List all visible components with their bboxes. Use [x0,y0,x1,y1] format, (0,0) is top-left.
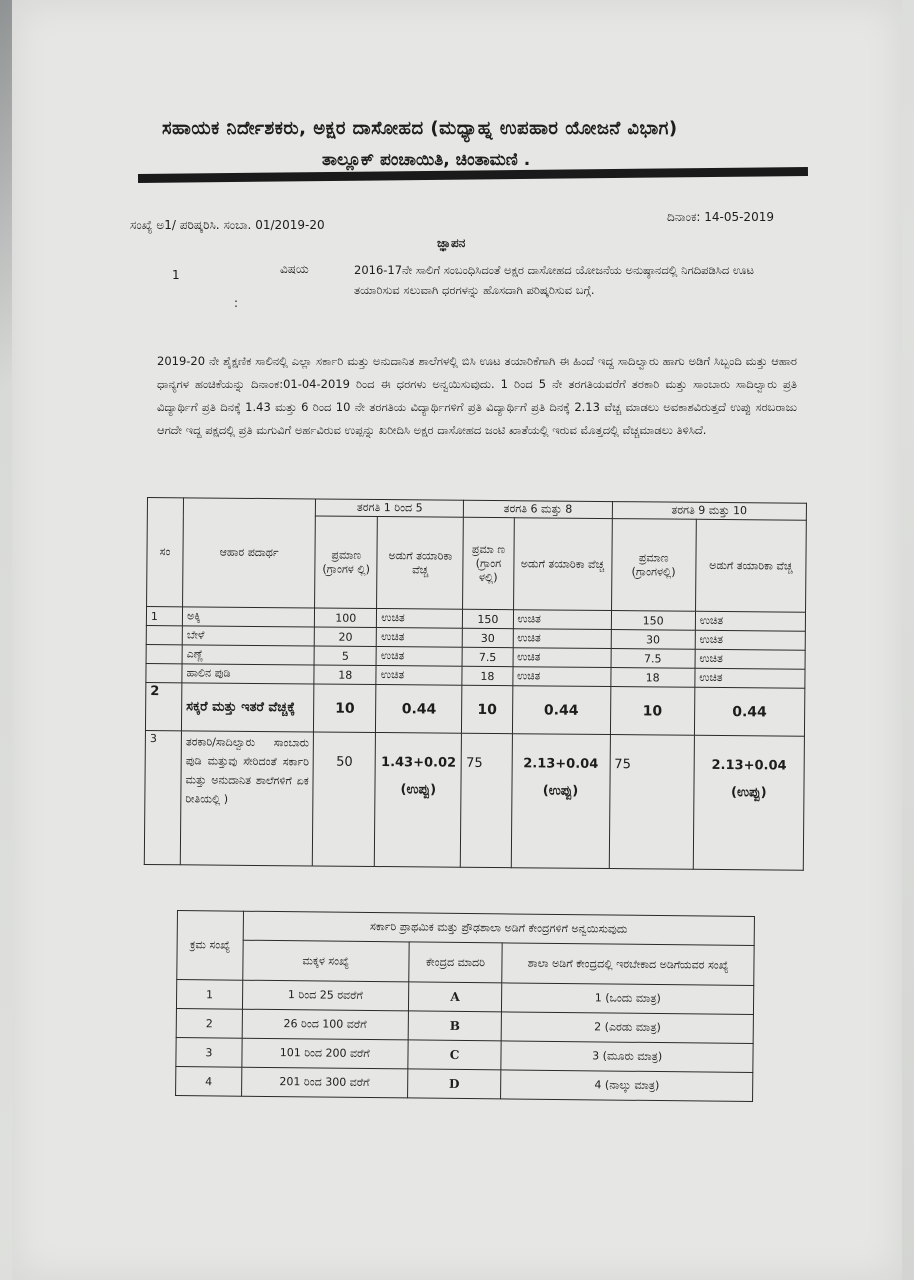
cost-note: (ಉಪ್ಪು) [542,783,579,799]
header-class-1-5: ತರಗತಿ 1 ರಿಂದ 5 [316,499,464,517]
row-sl-empty [146,644,182,663]
row-sl: 3 [176,1037,242,1067]
row-sl-empty [146,663,182,682]
cost-cell: 0.44 [376,685,463,734]
center-model: A [408,982,502,1012]
cost-cell: ಉಚಿತ [695,630,805,650]
cook-count: 3 (ಮೂರು ಮಾತ್ರ) [501,1041,753,1073]
header-sl: ಕ್ರಮ ಸಂಖ್ಯೆ [177,911,244,981]
quantity-cell: 10 [314,684,377,733]
document-date: ದಿನಾಂಕ: 14-05-2019 [667,210,774,224]
header-cooks: ಶಾಲಾ ಅಡಿಗೆ ಕೇಂದ್ರದಲ್ಲಿ ಇರಬೇಕಾದ ಅಡಿಗೆಯವರ ಸಂಖ್ಯೆ [502,943,754,986]
children-range: 101 ರಿಂದ 200 ವರೆಗೆ [242,1038,408,1069]
cost-cell: ಉಚಿತ [695,668,805,688]
quantity-cell: 18 [462,666,512,685]
margin-mark: 1 [172,268,180,282]
cost-cell: 0.44 [694,687,805,736]
notice-title: ಜ್ಞಾಪನ [437,236,466,250]
header-sl: ಸಂ [147,498,184,607]
center-model: C [407,1040,501,1070]
cook-staff-table [175,910,755,1102]
row-sl-empty [146,625,182,644]
cost-cell: ಉಚಿತ [377,628,463,648]
center-model: D [407,1069,501,1099]
food-item: ಅಕ್ಕಿ [182,607,314,627]
allocation-table [144,497,807,871]
row-sl: 3 [144,730,181,864]
margin-mark: : [234,296,239,310]
header-cost: ಅಡುಗೆ ತಯಾರಿಕಾ ವೆಚ್ಚ [513,518,612,611]
header-class-6-8: ತರಗತಿ 6 ಮತ್ತು 8 [464,500,612,518]
cost-cell: ಉಚಿತ [695,649,805,669]
food-item: ಬೇಳೆ [182,626,314,646]
quantity-cell: 150 [463,609,513,628]
cost-value: 2.13+0.04 [711,757,787,774]
table-row [145,682,804,736]
cost-cell: ಉಚಿತ [377,609,463,629]
cost-cell: ಉಚಿತ [512,667,610,687]
cost-cell: ಉಚಿತ [695,611,805,631]
cook-count: 1 (ಒಂದು ಮಾತ್ರ) [502,983,754,1015]
table-row [144,730,804,870]
body-paragraph: 2019-20 ನೇ ಶೈಕ್ಷಣಿಕ ಸಾಲಿನಲ್ಲಿ ಎಲ್ಲಾ ಸರ್ಕಾರಿ ಮತ್ತು ಅನುದಾನಿತ ಶಾಲೆಗಳಲ್ಲಿ ಬಿಸಿ ಊಟ ತಯಾರಿಕೆಗಾಗಿ ಈ ಹಿಂದೆ ಇದ್ದ ಸಾದಿಲ್ವಾರು ಹಾಗು ಅಡಿಗೆ ಸಿಬ್ಬಂದಿ ಮತ್ತು ಆಹಾರ ಧಾನ್ಯಗಳ ಹಂಚಿಕೆಯನ್ನು ದಿನಾಂಕ:01-04-2019 ರಿಂದ ಈ ಧರಗಳು ಅನ್ವಯಿಸುವುದು. 1 ರಿಂದ 5 ನೇ ತರಗತಿಯವರೆಗೆ ತರಕಾರಿ ಮತ್ತು ಸಾಂಬಾರು ಸಾದಿಲ್ವಾರು ಪ್ರತಿ ವಿದ್ಯಾರ್ಥಿಗೆ ಪ್ರತಿ ದಿನಕ್ಕೆ 1.43 ಮತ್ತು 6 ರಿಂದ 10 ನೇ ತರಗತಿಯ ವಿದ್ಯಾರ್ಥಿಗಳಿಗೆ ಪ್ರತಿ ವಿದ್ಯಾರ್ಥಿಗೆ ಪ್ರತಿ ದಿನಕ್ಕೆ 2.13 ವೆಚ್ಚ ಮಾಡಲು ಅವಕಾಶವಿರುತ್ತದೆ ಉಪ್ಪು ಸರಬರಾಜು ಆಗದೇ ಇದ್ದ ಪಕ್ಷದಲ್ಲಿ ಪ್ರತಿ ಮಗುವಿಗೆ ಅರ್ಹವಿರುವ ಉಪ್ಪನ್ನು ಖರೀದಿಸಿ ಅಕ್ಷರ ದಾಸೋಹದ ಜಂಟಿ ಖಾತೆಯಲ್ಲಿ ಇರುವ ಮೊತ್ತದಲ್ಲಿ ವೆಚ್ಚಮಾಡಲು ತಿಳಿಸಿದೆ. [157,354,797,437]
cost-cell: ಉಚಿತ [513,610,611,630]
quantity-cell: 75 [609,735,694,870]
cost-cell: ಉಚಿತ [376,666,462,686]
food-item: ಸಕ್ಕರೆ ಮತ್ತು ಇತರೆ ವೆಚ್ಚಕ್ಕೆ [182,683,315,732]
office-subtitle: ತಾಲ್ಲೂಕ್ ಪಂಚಾಯಿತಿ, ಚಿಂತಾಮಣಿ . [322,150,531,170]
cook-count: 2 (ಎರಡು ಮಾತ್ರ) [502,1012,754,1044]
cost-cell: ಉಚಿತ [513,648,611,668]
cost-value: 1.43+0.02 [380,755,457,771]
center-model: B [408,1011,502,1041]
cost-value: 2.13+0.04 [523,756,599,772]
document-page [12,0,902,1280]
cost-cell: ಉಚಿತ [513,629,611,649]
quantity-cell: 7.5 [611,649,695,669]
food-item: ಹಾಲಿನ ಪುಡಿ [182,664,314,684]
quantity-cell: 18 [314,665,376,685]
subject-text: 2016-17ನೇ ಸಾಲಿಗೆ ಸಂಬಂಧಿಸಿದಂತೆ ಅಕ್ಷರ ದಾಸೋಹದ ಯೋಜನೆಯ ಅನುಷ್ಠಾನದಲ್ಲಿ ನಿಗದಿಪಡಿಸಿದ ಊಟ ತಯಾರಿಸುವ ಸಲುವಾಗಿ ಧರಗಳನ್ನು ಹೊಸದಾಗಿ ಪರಿಷ್ಕರಿಸುವ ಬಗ್ಗೆ. [354,263,754,297]
children-range: 1 ರಿಂದ 25 ರವರೆಗೆ [242,980,408,1011]
quantity-cell: 150 [611,611,695,631]
quantity-cell: 10 [610,687,695,736]
header-quantity: ಪ್ರಮಾ ಣ (ಗ್ರಾಂಗ ಳಲ್ಲಿ) [463,517,514,609]
children-range: 26 ರಿಂದ 100 ವರೆಗೆ [242,1009,408,1040]
food-item: ತರಕಾರಿ/ಸಾದಿಲ್ವಾರು ಸಾಂಬಾರು ಪುಡಿ ಮತ್ತುವು ಸೇರಿದಂತೆ ಸರ್ಕಾರಿ ಮತ್ತು ಅನುದಾನಿತ ಶಾಲೆಗಳಿಗೆ ಏಕ ರೀತಿಯಲ್ಲಿ ) [180,731,313,866]
office-title: ಸಹಾಯಕ ನಿರ್ದೇಶಕರು, ಅಕ್ಷರ ದಾಸೋಹದ (ಮಧ್ಯಾಹ್ನ ಉಪಹಾರ ಯೋಜನೆ ವಿಭಾಗ) [162,118,678,139]
quantity-cell: 30 [611,630,695,650]
quantity-cell: 50 [313,732,376,867]
quantity-cell: 75 [461,733,512,867]
cook-count: 4 (ನಾಲ್ಕು ಮಾತ್ರ) [501,1070,753,1102]
header-children: ಮಕ್ಕಳ ಸಂಖ್ಯೆ [243,940,409,982]
table-title: ಸರ್ಕಾರಿ ಪ್ರಾಥಮಿಕ ಮತ್ತು ಪ್ರೌಢಶಾಲಾ ಅಡಿಗೆ ಕೇಂದ್ರಗಳಿಗೆ ಅನ್ವಯಿಸುವುದು [243,911,754,945]
quantity-cell: 5 [314,646,376,666]
header-cost: ಅಡುಗೆ ತಯಾರಿಕಾ ವೆಚ್ಚ [377,517,464,610]
header-model: ಕೇಂದ್ರದ ಮಾದರಿ [408,942,502,983]
quantity-cell: 10 [462,685,512,733]
header-quantity: ಪ್ರಮಾಣ (ಗ್ರಾಂಗಳಲ್ಲಿ) [611,519,696,612]
header-food-item: ಆಹಾರ ಪದಾರ್ಥ [183,498,316,608]
header-class-9-10: ತರಗತಿ 9 ಮತ್ತು 10 [612,502,806,521]
cost-cell: 0.44 [512,686,611,735]
quantity-cell: 100 [315,608,377,628]
children-range: 201 ರಿಂದ 300 ವರೆಗೆ [241,1067,407,1098]
quantity-cell: 7.5 [462,647,512,666]
quantity-cell: 18 [611,668,695,688]
row-sl: 1 [146,607,182,626]
subject-label: ವಿಷಯ [280,262,309,276]
food-item: ಎಣ್ಣೆ [182,645,314,665]
row-sl: 2 [176,1008,242,1038]
table-row [176,1066,753,1101]
row-sl: 2 [145,682,181,730]
header-quantity: ಪ್ರಮಾಣ (ಗ್ರಾಂಗಳ ಲ್ಲಿ) [315,516,378,609]
quantity-cell: 20 [314,627,376,647]
cost-note: (ಉಪ್ಪು) [400,782,437,798]
cost-note: (ಉಪ್ಪು) [731,785,767,801]
row-sl: 1 [176,980,242,1010]
reference-number: ಸಂಖ್ಯೆ ಅ1/ ಪರಿಷ್ಕರಿಸಿ. ಸಂಬಾ. 01/2019-20 [130,218,325,232]
header-cost: ಅಡುಗೆ ತಯಾರಿಕಾ ವೆಚ್ಚ [695,519,806,612]
quantity-cell: 30 [463,628,513,647]
row-sl: 4 [176,1066,242,1096]
cost-cell: ಉಚಿತ [376,647,462,667]
